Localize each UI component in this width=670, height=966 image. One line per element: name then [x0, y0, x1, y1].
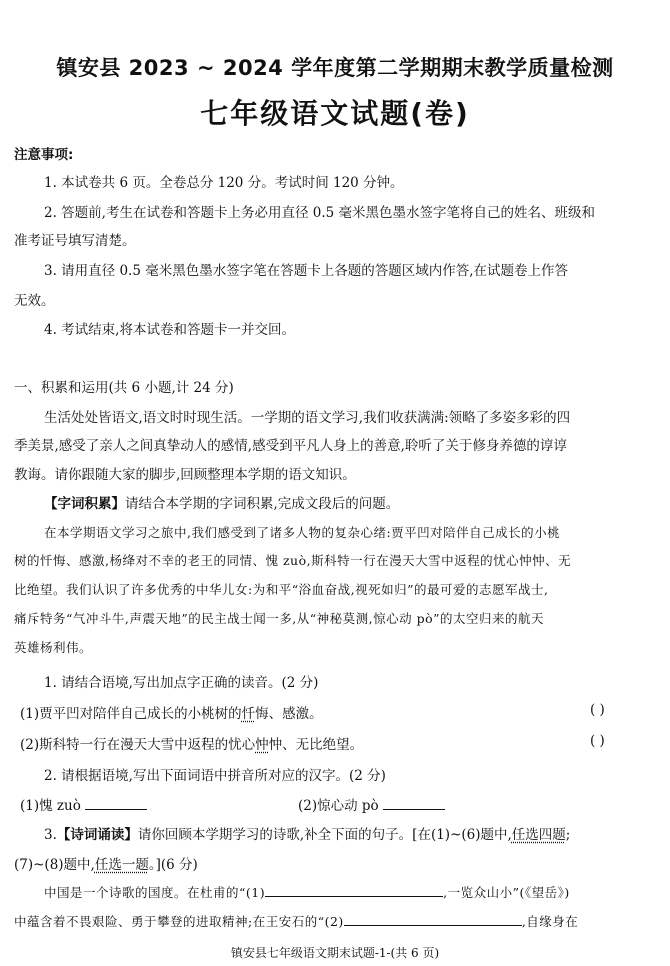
passage-line-5: 英雄杨利伟。 — [14, 640, 93, 655]
section-heading: 一、积累和运用(共 6 小题,计 24 分) — [14, 380, 234, 396]
poem-line-2: 中蕴含着不畏艰险、勇于攀登的进取精神;在王安石的“(2) ,自缘身在 — [14, 914, 579, 929]
blank-poem-2[interactable] — [344, 913, 522, 926]
notice-item-1: 1. 本试卷共 6 页。全卷总分 120 分。考试时间 120 分钟。 — [44, 175, 404, 191]
question-1-2: (2)斯科特一行在漫天大雪中返程的忧心忡忡、无比绝望。 — [20, 737, 364, 753]
passage-line-4: 痛斥特务“气冲斗牛,声震天地”的民主战士闻一多,从“神秘莫测,惊心动 pò”的太空归来的航天 — [14, 611, 544, 626]
answer-paren-2[interactable]: ( ) — [590, 733, 605, 749]
question-2-2: (2)惊心动 pò — [298, 794, 445, 814]
passage-line-1: 在本学期语文学习之旅中,我们感受到了诸多人物的复杂心绪:贾平凹对陪伴自己成长的小桃 — [44, 525, 561, 540]
notice-heading: 注意事项: — [14, 147, 74, 163]
question-1: 1. 请结合语境,写出加点字正确的读音。(2 分) — [44, 675, 319, 691]
notice-item-3-cont: 无效。 — [14, 293, 55, 309]
ci-label: 【字词积累】 — [44, 496, 125, 512]
intro-line-1: 生活处处皆语文,语文时时现生活。一学期的语文学习,我们收获满满:领略了多姿多彩的四 — [44, 410, 571, 426]
passage-line-2: 树的忏悔、感激,杨绛对不幸的老王的同情、愧 zuò,斯科特一行在漫天大雪中返程的忧心忡忡、无 — [14, 553, 572, 568]
notice-item-4: 4. 考试结束,将本试卷和答题卡一并交回。 — [44, 322, 295, 338]
notice-item-3: 3. 请用直径 0.5 毫米黑色墨水签字笔在答题卡上各题的答题区域内作答,在试题卷上作答 — [44, 263, 569, 279]
ci-text: 请结合本学期的字词积累,完成文段后的问题。 — [125, 496, 400, 512]
blank-2-1[interactable] — [85, 797, 147, 810]
ci-instruction — [44, 492, 399, 512]
question-3: 3.【诗词诵读】请你回顾本学期学习的诗歌,补全下面的句子。[在(1)~(6)题中,任选四题; — [44, 827, 571, 843]
passage-line-3: 比绝望。我们认识了许多优秀的中华儿女:为和平“浴血奋战,视死如归”的最可爱的志愿军战士, — [14, 582, 549, 597]
blank-2-2[interactable] — [383, 797, 445, 810]
page-footer: 镇安县七年级语文期末试题-1-(共 6 页) — [230, 946, 440, 960]
question-2: 2. 请根据语境,写出下面词语中拼音所对应的汉字。(2 分) — [44, 768, 386, 784]
question-2-1: (1)愧 zuò — [20, 794, 147, 814]
question-1-1: (1)贾平凹对陪伴自己成长的小桃树的忏悔、感激。 — [20, 706, 323, 722]
intro-line-3: 教诲。请你跟随大家的脚步,回顾整理本学期的语文知识。 — [14, 467, 356, 483]
notice-item-2: 2. 答题前,考生在试卷和答题卡上务必用直径 0.5 毫米黑色墨水签字笔将自己的姓名、班级和 — [44, 205, 596, 221]
intro-line-2: 季美景,感受了亲人之间真挚动人的感情,感受到平凡人身上的善意,聆听了关于修身养德的谆谆 — [14, 438, 567, 454]
exam-subtitle: 七年级语文试题(卷) — [200, 97, 470, 130]
notice-item-2-cont: 准考证号填写清楚。 — [14, 233, 136, 249]
question-3-cont: (7)~(8)题中,任选一题。](6 分) — [14, 857, 198, 873]
exam-title: 镇安县 2023 ~ 2024 学年度第二学期期末教学质量检测 — [56, 56, 614, 80]
answer-paren-1[interactable]: ( ) — [590, 702, 605, 718]
blank-poem-1[interactable] — [265, 884, 443, 897]
poem-line-1: 中国是一个诗歌的国度。在杜甫的“(1) ,一览众山小”(《望岳》) — [44, 885, 570, 900]
